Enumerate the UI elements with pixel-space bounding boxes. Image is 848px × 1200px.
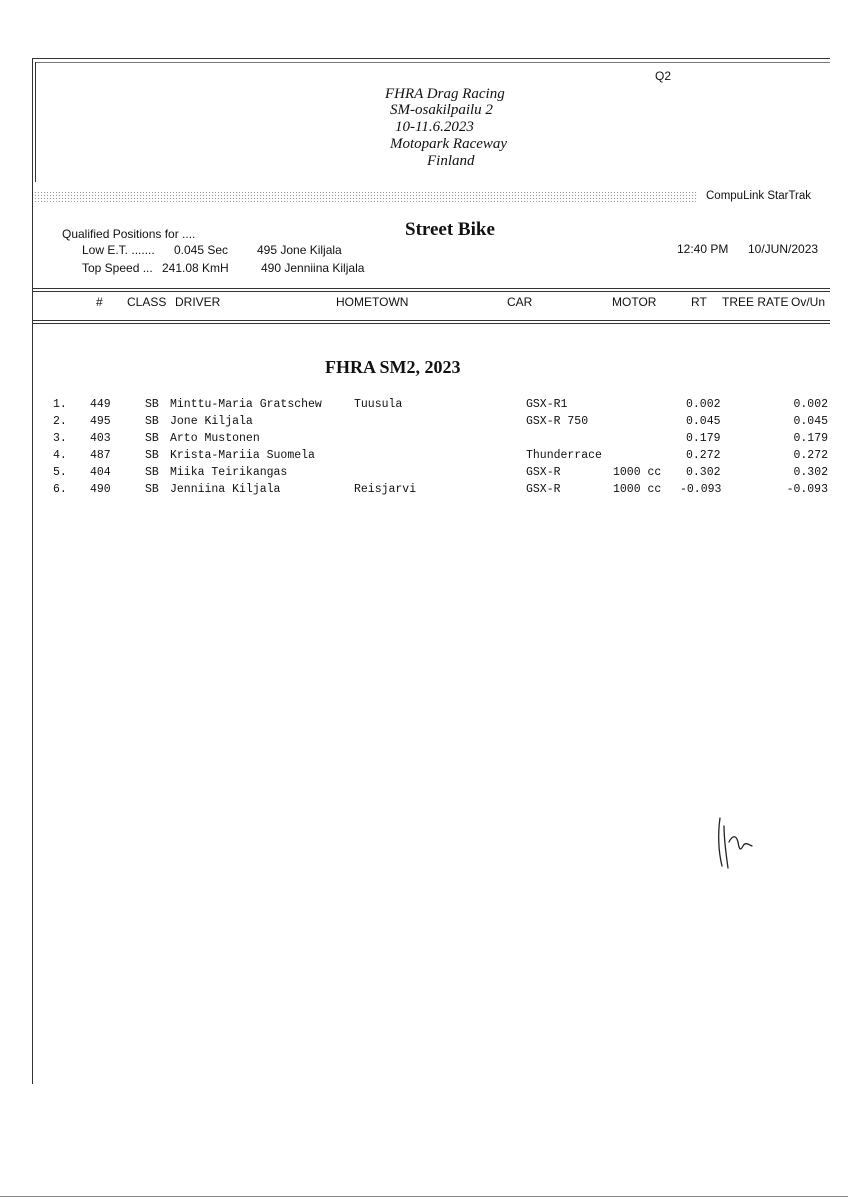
row-class: SB — [145, 398, 159, 411]
table-row — [0, 432, 848, 448]
class-title: Street Bike — [405, 219, 495, 240]
row-car: GSX-R — [526, 466, 561, 479]
row-rt: 0.272 — [686, 449, 721, 462]
row-ovun: 0.302 — [793, 466, 828, 479]
event-title-line-3: 10-11.6.2023 — [395, 119, 474, 135]
row-ovun: 0.045 — [793, 415, 828, 428]
row-car: GSX-R — [526, 483, 561, 496]
col-rt: RT — [691, 295, 707, 309]
columns-rule-2 — [32, 323, 830, 324]
low-et-driver: 495 Jone Kiljala — [257, 243, 342, 257]
col-tree-rate: TREE RATE — [722, 295, 789, 309]
table-row — [0, 398, 848, 414]
row-ovun: 0.179 — [793, 432, 828, 445]
row-driver: Krista-Mariia Suomela — [170, 449, 315, 462]
row-num: 449 — [90, 398, 111, 411]
top-speed-value: 241.08 KmH — [162, 261, 229, 275]
bottom-border — [0, 1196, 848, 1197]
low-et-value: 0.045 Sec — [174, 243, 229, 257]
row-class: SB — [145, 466, 159, 479]
row-pos: 4. — [53, 449, 67, 462]
table-row — [0, 415, 848, 431]
row-rt: 0.045 — [686, 415, 721, 428]
row-pos: 6. — [53, 483, 67, 496]
row-ovun: -0.093 — [786, 483, 828, 496]
low-et-label: Low E.T. ....... — [82, 243, 155, 257]
signature — [712, 812, 782, 876]
system-label: CompuLink StarTrak — [706, 190, 812, 202]
col-num: # — [96, 295, 103, 309]
columns-rule-1 — [32, 320, 830, 321]
col-class: CLASS — [127, 295, 167, 309]
row-driver: Minttu-Maria Gratschew — [170, 398, 322, 411]
row-driver: Jone Kiljala — [170, 415, 253, 428]
row-num: 490 — [90, 483, 111, 496]
top-border — [32, 58, 830, 59]
row-pos: 5. — [53, 466, 67, 479]
left-border — [32, 58, 33, 1084]
row-hometown: Reisjarvi — [354, 483, 417, 496]
header-rule-1 — [32, 288, 830, 289]
event-title-line-4: Motopark Raceway — [390, 136, 508, 152]
col-ov-un: Ov/Un — [791, 295, 826, 309]
row-motor: 1000 cc — [613, 466, 662, 479]
row-driver: Arto Mustonen — [170, 432, 260, 445]
table-row — [0, 449, 848, 465]
top-speed-driver: 490 Jenniina Kiljala — [261, 261, 365, 275]
print-time: 12:40 PM — [677, 242, 729, 256]
col-car: CAR — [507, 295, 533, 309]
row-rt: 0.002 — [686, 398, 721, 411]
row-car: GSX-R 750 — [526, 415, 589, 428]
row-hometown: Tuusula — [354, 398, 403, 411]
row-class: SB — [145, 432, 159, 445]
row-pos: 2. — [53, 415, 67, 428]
col-motor: MOTOR — [612, 295, 657, 309]
left-border-inner — [35, 62, 36, 182]
row-rt: 0.179 — [686, 432, 721, 445]
col-hometown: HOMETOWN — [336, 295, 409, 309]
session-label: Q2 — [655, 69, 672, 83]
row-num: 495 — [90, 415, 111, 428]
qualified-label: Qualified Positions for .... — [62, 227, 196, 241]
row-rt: 0.302 — [686, 466, 721, 479]
row-car: GSX-R1 — [526, 398, 568, 411]
table-row — [0, 466, 848, 482]
row-car: Thunderrace — [526, 449, 602, 462]
event-title-line-2: SM-osakilpailu 2 — [390, 102, 493, 118]
row-num: 487 — [90, 449, 111, 462]
print-date: 10/JUN/2023 — [748, 242, 819, 256]
row-ovun: 0.272 — [793, 449, 828, 462]
row-class: SB — [145, 415, 159, 428]
row-num: 403 — [90, 432, 111, 445]
event-title-line-5: Finland — [427, 153, 475, 169]
row-ovun: 0.002 — [793, 398, 828, 411]
row-rt: -0.093 — [680, 483, 722, 496]
table-row — [0, 483, 848, 499]
event-title-line-1: FHRA Drag Racing — [385, 86, 505, 102]
section-title: FHRA SM2, 2023 — [325, 357, 461, 377]
top-speed-label: Top Speed ... — [82, 261, 153, 275]
row-motor: 1000 cc — [613, 483, 662, 496]
dotted-band — [34, 191, 698, 203]
header-rule-2 — [32, 291, 830, 292]
col-driver: DRIVER — [175, 295, 221, 309]
row-driver: Miika Teirikangas — [170, 466, 288, 479]
row-pos: 1. — [53, 398, 67, 411]
row-class: SB — [145, 449, 159, 462]
top-border-2 — [36, 62, 830, 63]
row-num: 404 — [90, 466, 111, 479]
row-driver: Jenniina Kiljala — [170, 483, 281, 496]
row-class: SB — [145, 483, 159, 496]
row-pos: 3. — [53, 432, 67, 445]
